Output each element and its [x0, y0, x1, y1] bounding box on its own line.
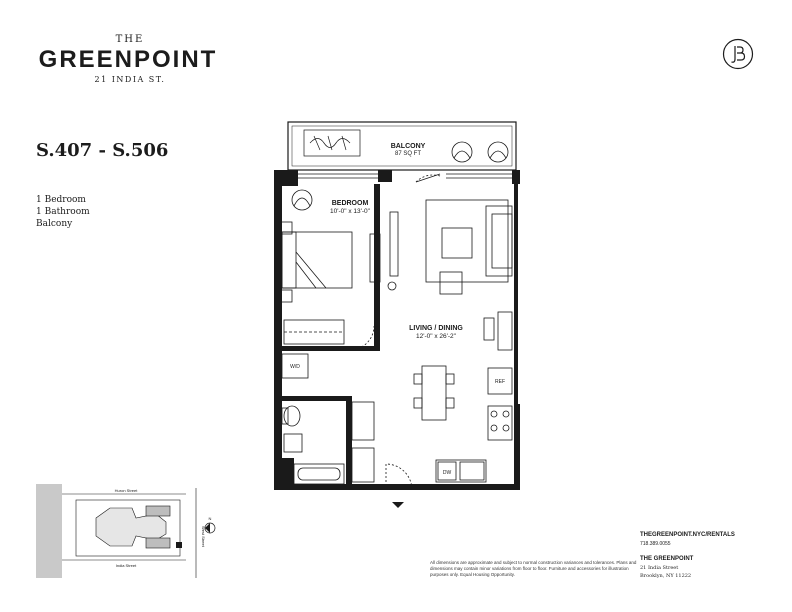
desk-icon: [498, 312, 512, 350]
balcony-label: BALCONY: [390, 143, 426, 150]
street-top-label: Huron Street: [114, 488, 138, 493]
entry-arrow-icon: [392, 502, 404, 508]
planter-icon: [304, 130, 360, 156]
armchair-icon: [440, 272, 462, 294]
site-plan: [36, 478, 226, 578]
rug-outline: [426, 200, 508, 282]
unit-title: S.407 - S.506: [36, 140, 169, 161]
contact-website[interactable]: THEGREENPOINT.NYC/RENTALS: [640, 532, 735, 538]
armchair-icon: [292, 190, 312, 210]
living-label: LIVING / DINING: [409, 325, 463, 332]
contact-phone: 718.389.0055: [640, 541, 671, 547]
contact-city: Brooklyn, NY 11222: [640, 573, 692, 579]
sink-icon: [460, 462, 484, 480]
ref-label: REF: [495, 379, 505, 385]
brand-the: THE: [115, 34, 145, 45]
feature-bedrooms: 1 Bedroom: [36, 195, 86, 205]
balcony-size: 87 SQ FT: [394, 151, 422, 157]
lamp-icon: [388, 282, 396, 290]
street-right-label: West Street: [201, 526, 206, 547]
balcony-chair-icon: [452, 142, 472, 162]
toilet-icon: [282, 406, 300, 426]
coffee-table-icon: [442, 228, 472, 258]
contact-street: 21 India Street: [640, 565, 679, 571]
north-label: N: [208, 516, 212, 521]
living-size: 12'-0" x 26'-2": [416, 333, 456, 340]
contact-name: THE GREENPOINT: [640, 556, 694, 562]
floor-plan: [270, 118, 532, 518]
disclaimer-text: All dimensions are approximate and subject to normal construction variances and tolerances. Plans and dimensions may contain minor variations from floor to floor. Furniture and accessories for illustration purposes only. Equal Housing Opportunity.: [430, 560, 637, 577]
bedroom-size: 10'-0" x 13'-0": [330, 208, 370, 215]
bedroom-label: BEDROOM: [331, 200, 369, 207]
dining-table-icon: [422, 366, 446, 420]
balcony-chair-icon: [488, 142, 508, 162]
street-bottom-label: India Street: [115, 563, 137, 568]
feature-balcony: Balcony: [36, 219, 73, 229]
bathtub-icon: [294, 464, 344, 484]
brand-address: 21 INDIA ST.: [94, 75, 166, 84]
media-console-icon: [390, 212, 398, 276]
stove-icon: [488, 406, 512, 440]
brand-name: GREENPOINT: [38, 46, 218, 73]
bed-icon: [282, 232, 352, 288]
wall-structure: [274, 170, 520, 490]
wd-label: W/D: [290, 364, 300, 370]
monogram-logo-icon: [722, 38, 754, 70]
feature-bathrooms: 1 Bathroom: [36, 207, 90, 217]
vanity-icon: [284, 434, 302, 452]
dw-label: DW: [442, 470, 452, 476]
